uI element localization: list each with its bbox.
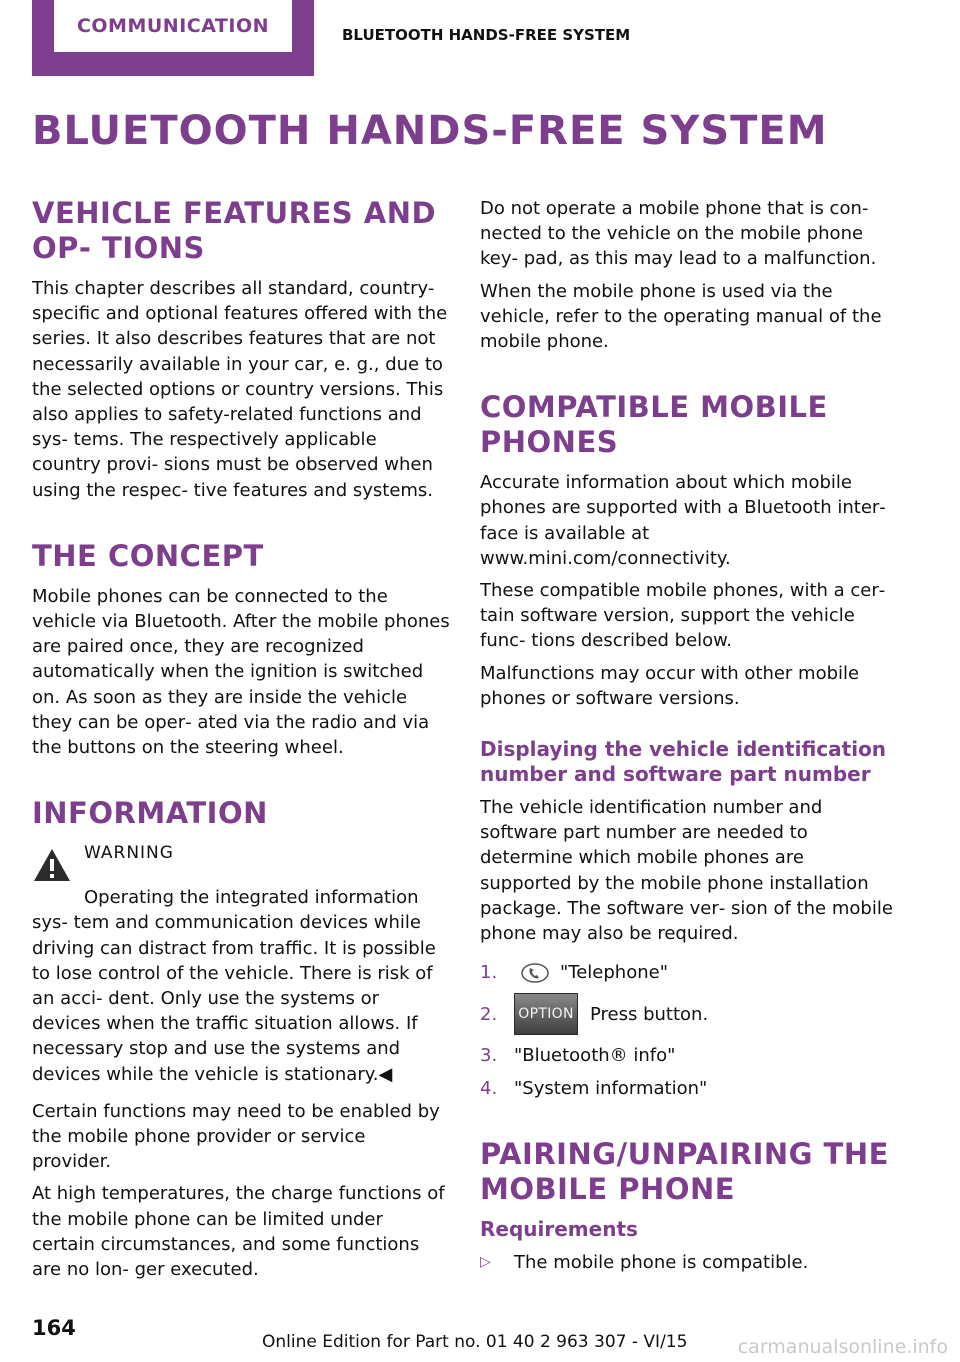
requirements-heading: Requirements	[480, 1217, 638, 1242]
intro-para-1: Do not operate a mobile phone that is con‐ nected to the vehicle on the mobile phone key‐ pad, as this may lead to a malfunction.	[480, 198, 877, 270]
list-item	[480, 960, 896, 985]
step-number: 4.	[480, 1078, 498, 1100]
edition-footer: Online Edition for Part no. 01 40 2 963 307 - VI/15	[262, 1332, 688, 1352]
requirement-text: The mobile phone is compatible.	[514, 1252, 809, 1274]
phone-icon	[520, 962, 550, 984]
concept-heading: THE CONCEPT	[32, 538, 264, 573]
list-item	[480, 993, 896, 1035]
vehicle-features-heading: VEHICLE FEATURES AND OP‐ TIONS	[32, 196, 437, 265]
warning-text: Operating the integrated information sys‐ tem and communication devices while driving can distract from traffic. It is possible to lose control of the vehicle. There is risk of an acci‐ dent. Only use the systems or devices when the traffic situation allows. If necessary stop and use the systems and devices while the vehicle is stationary.◀	[32, 887, 436, 1085]
concept-body: Mobile phones can be connected to the vehicle via Bluetooth. After the mobile phones are paired once, they are recognized automatically when the ignition is switched on. As soon as they are inside the vehicle they can be oper‐ ated via the radio and via the buttons on the steering wheel.	[32, 585, 450, 759]
requirements-list	[480, 1250, 896, 1275]
right-column	[480, 196, 896, 1275]
step-number: 2.	[480, 1003, 498, 1025]
information-para-1: Certain functions may need to be enabled by the mobile phone provider or service provider.	[32, 1100, 440, 1173]
warning-block	[32, 841, 450, 883]
watermark: carmanualsonline.info	[737, 1336, 948, 1358]
step-text: Press button.	[590, 1003, 709, 1025]
compatible-para-1: Accurate information about which mobile phones are supported with a Bluetooth inter‐ face is available at www.mini.com/connectivity.	[480, 472, 886, 569]
chapter-tab[interactable]	[32, 0, 314, 76]
step-text: "Bluetooth® info"	[514, 1045, 676, 1067]
section-tab[interactable]: BLUETOOTH HANDS-FREE SYSTEM	[342, 26, 631, 44]
compatible-para-2: These compatible mobile phones, with a cer‐ tain software version, support the vehicle func‐ tions described below.	[480, 580, 886, 652]
intro-para-2: When the mobile phone is used via the vehicle, refer to the operating manual of the mobile phone.	[480, 280, 882, 353]
list-item	[480, 1076, 896, 1101]
steps-list	[480, 960, 896, 1101]
chapter-tab-label: COMMUNICATION	[54, 0, 292, 52]
step-number: 1.	[480, 962, 498, 984]
displaying-body: The vehicle identification number and software part number are needed to determine which mobile phones are supported by the mobile phone installation package. The software ver‐ sion of the mobile phone may also be required.	[480, 797, 893, 945]
information-heading: INFORMATION	[32, 796, 268, 831]
left-column	[32, 196, 450, 1289]
page-title: BLUETOOTH HANDS-FREE SYSTEM	[32, 108, 828, 154]
option-button[interactable]: OPTION	[514, 993, 578, 1035]
vehicle-features-body: This chapter describes all standard, country-specific and optional features offered with the series. It also describes features that are not necessarily available in your car, e. g., due to the selected options or country versions. This also applies to safety-related functions and sys‐ tems. The respectively applicable country provi‐ sions must be observed when using the respec‐ tive features and systems.	[32, 278, 448, 501]
step-text: "Telephone"	[560, 962, 668, 984]
displaying-heading: Displaying the vehicle identification number and software part number	[480, 737, 887, 787]
information-para-2: At high temperatures, the charge functions of the mobile phone can be limited under certain circumstances, and some functions are no lon‐ ger executed.	[32, 1183, 445, 1281]
warning-label: WARNING	[84, 843, 174, 864]
step-number: 3.	[480, 1045, 498, 1067]
list-item	[480, 1250, 896, 1275]
pairing-heading: PAIRING/UNPAIRING THE MOBILE PHONE	[480, 1137, 889, 1207]
warning-icon	[32, 847, 72, 883]
page-number: 164	[32, 1316, 76, 1340]
list-item	[480, 1043, 896, 1068]
step-text: "System information"	[514, 1078, 708, 1100]
compatible-para-3: Malfunctions may occur with other mobile phones or software versions.	[480, 662, 860, 709]
bullet-icon: ▷	[480, 1254, 491, 1271]
compatible-heading: COMPATIBLE MOBILE PHONES	[480, 390, 828, 460]
